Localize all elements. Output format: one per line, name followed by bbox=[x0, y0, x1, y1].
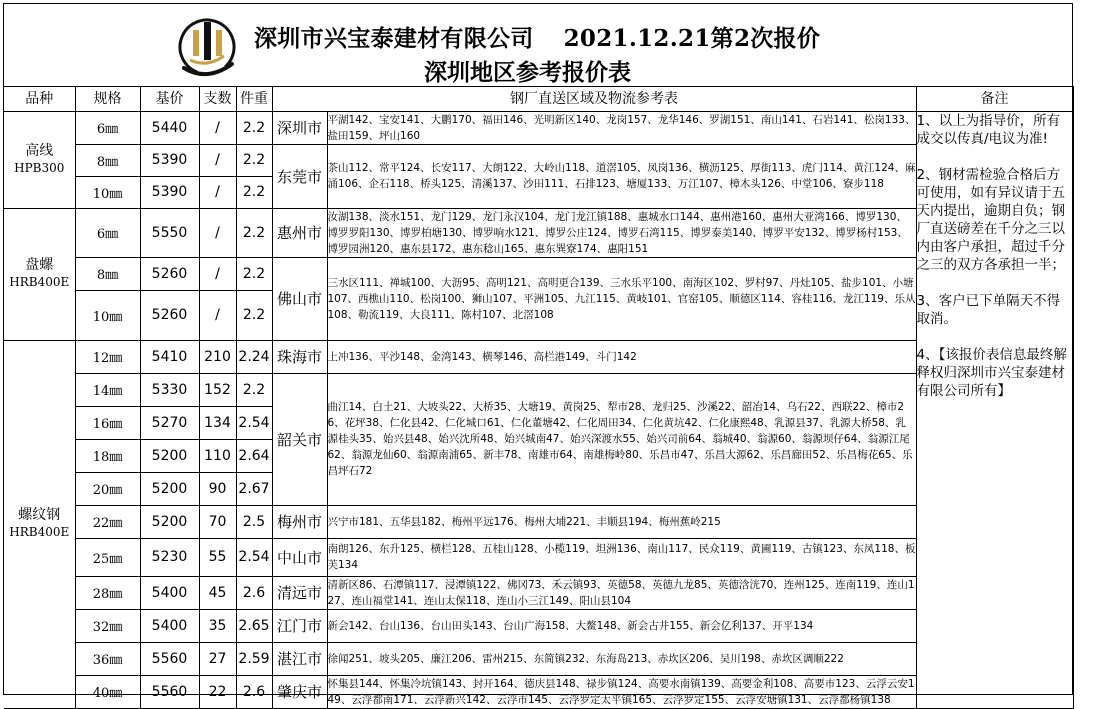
count-cell: 210 bbox=[199, 340, 236, 373]
header-spec: 规格 bbox=[75, 86, 140, 111]
area-list: 三水区111、禅城100、大沥95、高明121、高明更合139、三水乐平100、南海区102、罗村97、丹灶105、盐步101、小塘107、西樵山110、松岗100、狮山107、平洲105、九江115、黄岐101、官窑105、顺德区114、容桂116、龙江119、乐从108、勒流119、大良111、陈村107、北滘108 bbox=[327, 257, 916, 340]
city-cell: 肇庆市 bbox=[272, 675, 327, 708]
spec-cell: 8㎜ bbox=[75, 144, 140, 176]
header-note: 备注 bbox=[916, 86, 1073, 111]
header-area: 钢厂直送区域及物流参考表 bbox=[272, 86, 916, 111]
price-cell: 5230 bbox=[140, 538, 199, 576]
spec-cell: 16㎜ bbox=[75, 406, 140, 439]
price-cell: 5400 bbox=[140, 609, 199, 642]
area-list: 平湖142、宝安141、大鹏170、福田146、光明新区140、龙岗157、龙华146、罗湖151、南山141、石岩141、松岗133、盐田159、坪山160 bbox=[327, 111, 916, 144]
price-cell: 5390 bbox=[140, 144, 199, 176]
count-cell: 27 bbox=[199, 642, 236, 675]
city-cell: 惠州市 bbox=[272, 208, 327, 257]
count-cell: / bbox=[199, 208, 236, 257]
city-cell: 佛山市 bbox=[272, 257, 327, 340]
spec-cell: 12㎜ bbox=[75, 340, 140, 373]
table-row bbox=[4, 340, 1073, 373]
weight-cell: 2.6 bbox=[236, 675, 272, 708]
area-list: 茶山112、常平124、长安117、大朗122、大岭山118、道滘105、凤岗136、横沥125、厚街113、虎门114、黄江124、麻涌106、企石118、桥头125、清溪137、沙田111、石排123、塘厦133、万江107、樟木头126、中堂106、寮步118 bbox=[327, 144, 916, 208]
city-cell: 江门市 bbox=[272, 609, 327, 642]
count-cell: 90 bbox=[199, 472, 236, 505]
price-cell: 5440 bbox=[140, 111, 199, 144]
city-cell: 珠海市 bbox=[272, 340, 327, 373]
city-cell: 湛江市 bbox=[272, 642, 327, 675]
area-list: 南朗126、东升125、横栏128、五桂山128、小榄119、坦洲136、南山117、民众119、黄圃119、古镇123、东凤118、板芙134 bbox=[327, 538, 916, 576]
spec-cell: 6㎜ bbox=[75, 111, 140, 144]
count-cell: / bbox=[199, 257, 236, 290]
area-list: 怀集县144、怀集冷坑镇143、封开164、德庆县148、禄步镇124、高要水南镇139、高要金利108、高要市123、云浮云安149、云浮都南171、云浮新兴142、云浮市145、云浮罗定太平镇165、云浮罗定155、云浮安塘镇131、云浮都杨镇138 bbox=[327, 675, 916, 708]
area-list: 新会142、台山136、台山田头143、台山广海158、大鳌148、新会古井155、新会亿利137、开平134 bbox=[327, 609, 916, 642]
product-cell bbox=[4, 208, 75, 340]
spec-cell: 10㎜ bbox=[75, 290, 140, 340]
price-cell: 5260 bbox=[140, 290, 199, 340]
spec-cell: 6㎜ bbox=[75, 208, 140, 257]
city-cell: 韶关市 bbox=[272, 373, 327, 505]
spec-cell: 10㎜ bbox=[75, 176, 140, 208]
weight-cell: 2.54 bbox=[236, 538, 272, 576]
brand-logo-icon bbox=[176, 16, 238, 82]
weight-cell: 2.2 bbox=[236, 257, 272, 290]
city-cell: 东莞市 bbox=[272, 144, 327, 208]
price-sheet bbox=[3, 3, 1073, 706]
count-cell: 35 bbox=[199, 609, 236, 642]
weight-cell: 2.2 bbox=[236, 290, 272, 340]
spec-cell: 20㎜ bbox=[75, 472, 140, 505]
weight-cell: 2.2 bbox=[236, 176, 272, 208]
header-weight: 件重 bbox=[236, 86, 272, 111]
area-list: 兴宁市181、五华县182、梅州平远176、梅州大埔221、丰顺县194、梅州蕉岭215 bbox=[327, 505, 916, 538]
weight-cell: 2.2 bbox=[236, 144, 272, 176]
product-code: HRB400E bbox=[9, 275, 70, 289]
weight-cell: 2.54 bbox=[236, 406, 272, 439]
table-row bbox=[4, 257, 1073, 290]
count-cell: / bbox=[199, 290, 236, 340]
spec-cell: 36㎜ bbox=[75, 642, 140, 675]
city-cell: 梅州市 bbox=[272, 505, 327, 538]
product-cell bbox=[4, 111, 75, 208]
count-cell: 110 bbox=[199, 439, 236, 472]
price-cell: 5400 bbox=[140, 576, 199, 609]
product-name: 高线 bbox=[25, 142, 54, 159]
sheet-subtitle: 深圳地区参考报价表 bbox=[424, 59, 631, 86]
product-cell bbox=[4, 340, 75, 708]
spec-cell: 8㎜ bbox=[75, 257, 140, 290]
weight-cell: 2.6 bbox=[236, 576, 272, 609]
table-row bbox=[4, 538, 1073, 576]
city-cell: 深圳市 bbox=[272, 111, 327, 144]
area-list: 上冲136、平沙148、金湾143、横琴146、高栏港149、斗门142 bbox=[327, 340, 916, 373]
count-cell: 22 bbox=[199, 675, 236, 708]
price-cell: 5270 bbox=[140, 406, 199, 439]
spec-cell: 18㎜ bbox=[75, 439, 140, 472]
table-row bbox=[4, 576, 1073, 609]
table-row bbox=[4, 144, 1073, 176]
spec-cell: 40㎜ bbox=[75, 675, 140, 708]
area-list: 汝湖138、淡水151、龙门129、龙门永汉104、龙门龙江镇188、惠城水口144、惠州港160、惠州大亚湾166、博罗130、博罗罗阳130、博罗柏塘130、博罗响水121、博罗公庄124、博罗石湾115、博罗泰美140、博罗平安132、博罗杨村153、博罗园洲120、惠东县172、惠东稔山165、惠东巽寮174、惠阳151 bbox=[327, 208, 916, 257]
weight-cell: 2.59 bbox=[236, 642, 272, 675]
spec-cell: 22㎜ bbox=[75, 505, 140, 538]
notes-cell: 1、以上为指导价，所有成交以传真/电议为准! 2、钢材需检验合格后方可使用，如有异议请于五天内提出，逾期自负；钢厂直送磅差在千分之三以内由客户承担，超过千分之三的双方各承担一半； 3、客户已下单隔天不得取消。 4、【该报价表信息最终解释权归深圳市兴宝泰建材有限公司所有】 bbox=[916, 111, 1073, 708]
header-price: 基价 bbox=[140, 86, 199, 111]
count-cell: 134 bbox=[199, 406, 236, 439]
sheet-title bbox=[254, 20, 820, 53]
table-row bbox=[4, 505, 1073, 538]
spec-cell: 32㎜ bbox=[75, 609, 140, 642]
weight-cell: 2.5 bbox=[236, 505, 272, 538]
price-cell: 5330 bbox=[140, 373, 199, 406]
count-cell: / bbox=[199, 144, 236, 176]
table-row bbox=[4, 208, 1073, 257]
price-cell: 5560 bbox=[140, 675, 199, 708]
price-cell: 5200 bbox=[140, 439, 199, 472]
sheet-header bbox=[4, 4, 1074, 87]
weight-cell: 2.67 bbox=[236, 472, 272, 505]
table-row bbox=[4, 373, 1073, 406]
weight-cell: 2.2 bbox=[236, 208, 272, 257]
count-cell: 152 bbox=[199, 373, 236, 406]
table-row bbox=[4, 609, 1073, 642]
count-cell: 45 bbox=[199, 576, 236, 609]
product-code: HRB400E bbox=[9, 525, 70, 539]
spec-cell: 28㎜ bbox=[75, 576, 140, 609]
spec-cell: 14㎜ bbox=[75, 373, 140, 406]
city-cell: 清远市 bbox=[272, 576, 327, 609]
weight-cell: 2.24 bbox=[236, 340, 272, 373]
company-name: 深圳市兴宝泰建材有限公司 bbox=[254, 25, 534, 52]
product-name: 盘螺 bbox=[25, 257, 54, 273]
weight-cell: 2.2 bbox=[236, 373, 272, 406]
header-row bbox=[4, 86, 1073, 111]
price-cell: 5390 bbox=[140, 176, 199, 208]
count-cell: 55 bbox=[199, 538, 236, 576]
product-code: HPB300 bbox=[14, 160, 65, 175]
header-product: 品种 bbox=[4, 86, 75, 111]
count-cell: / bbox=[199, 111, 236, 144]
weight-cell: 2.2 bbox=[236, 111, 272, 144]
product-name: 螺纹钢 bbox=[18, 507, 61, 523]
price-cell: 5260 bbox=[140, 257, 199, 290]
price-table bbox=[4, 86, 1074, 709]
table-row bbox=[4, 111, 1073, 144]
header-count: 支数 bbox=[199, 86, 236, 111]
price-cell: 5410 bbox=[140, 340, 199, 373]
price-cell: 5550 bbox=[140, 208, 199, 257]
count-cell: / bbox=[199, 176, 236, 208]
table-row bbox=[4, 642, 1073, 675]
weight-cell: 2.64 bbox=[236, 439, 272, 472]
area-list: 清新区86、石潭镇117、浸潭镇122、佛冈73、禾云镇93、英德58、英德九龙85、英德浛洸70、连州125、连南119、连山127、连山福堂141、连山太保118、连山小三江149、阳山县104 bbox=[327, 576, 916, 609]
price-cell: 5560 bbox=[140, 642, 199, 675]
quote-date: 2021.12.21第2次报价 bbox=[563, 25, 821, 52]
table-row bbox=[4, 675, 1073, 708]
area-list: 曲江14、白土21、大坡头22、大桥35、大塘19、黄岗25、犁市28、龙归25、沙溪22、韶冶14、乌石22、西联22、樟市26、花坪38、仁化县42、仁化城口61、仁化董塘42、仁化周田34、仁化黄坑42、仁化康熙48、乳源县37、乳源大桥58、乳源桂头35、始兴县48、始兴沈所48、始兴城南47、始兴深渡水55、始兴司前64、翁城40、翁源60、翁源坝仔64、翁源江尾62、翁源龙仙60、翁源南浦65、新丰78、南雄市64、南雄梅岭80、乐昌市47、乐昌大源62、乐昌廊田52、乐昌梅花65、乐昌坪石72 bbox=[327, 373, 916, 505]
price-cell: 5200 bbox=[140, 472, 199, 505]
weight-cell: 2.65 bbox=[236, 609, 272, 642]
area-list: 徐闻251、坡头205、廉江206、雷州215、东简镇232、东海岛213、赤坎区206、吴川198、赤坎区调顺222 bbox=[327, 642, 916, 675]
city-cell: 中山市 bbox=[272, 538, 327, 576]
count-cell: 70 bbox=[199, 505, 236, 538]
spec-cell: 25㎜ bbox=[75, 538, 140, 576]
price-cell: 5200 bbox=[140, 505, 199, 538]
